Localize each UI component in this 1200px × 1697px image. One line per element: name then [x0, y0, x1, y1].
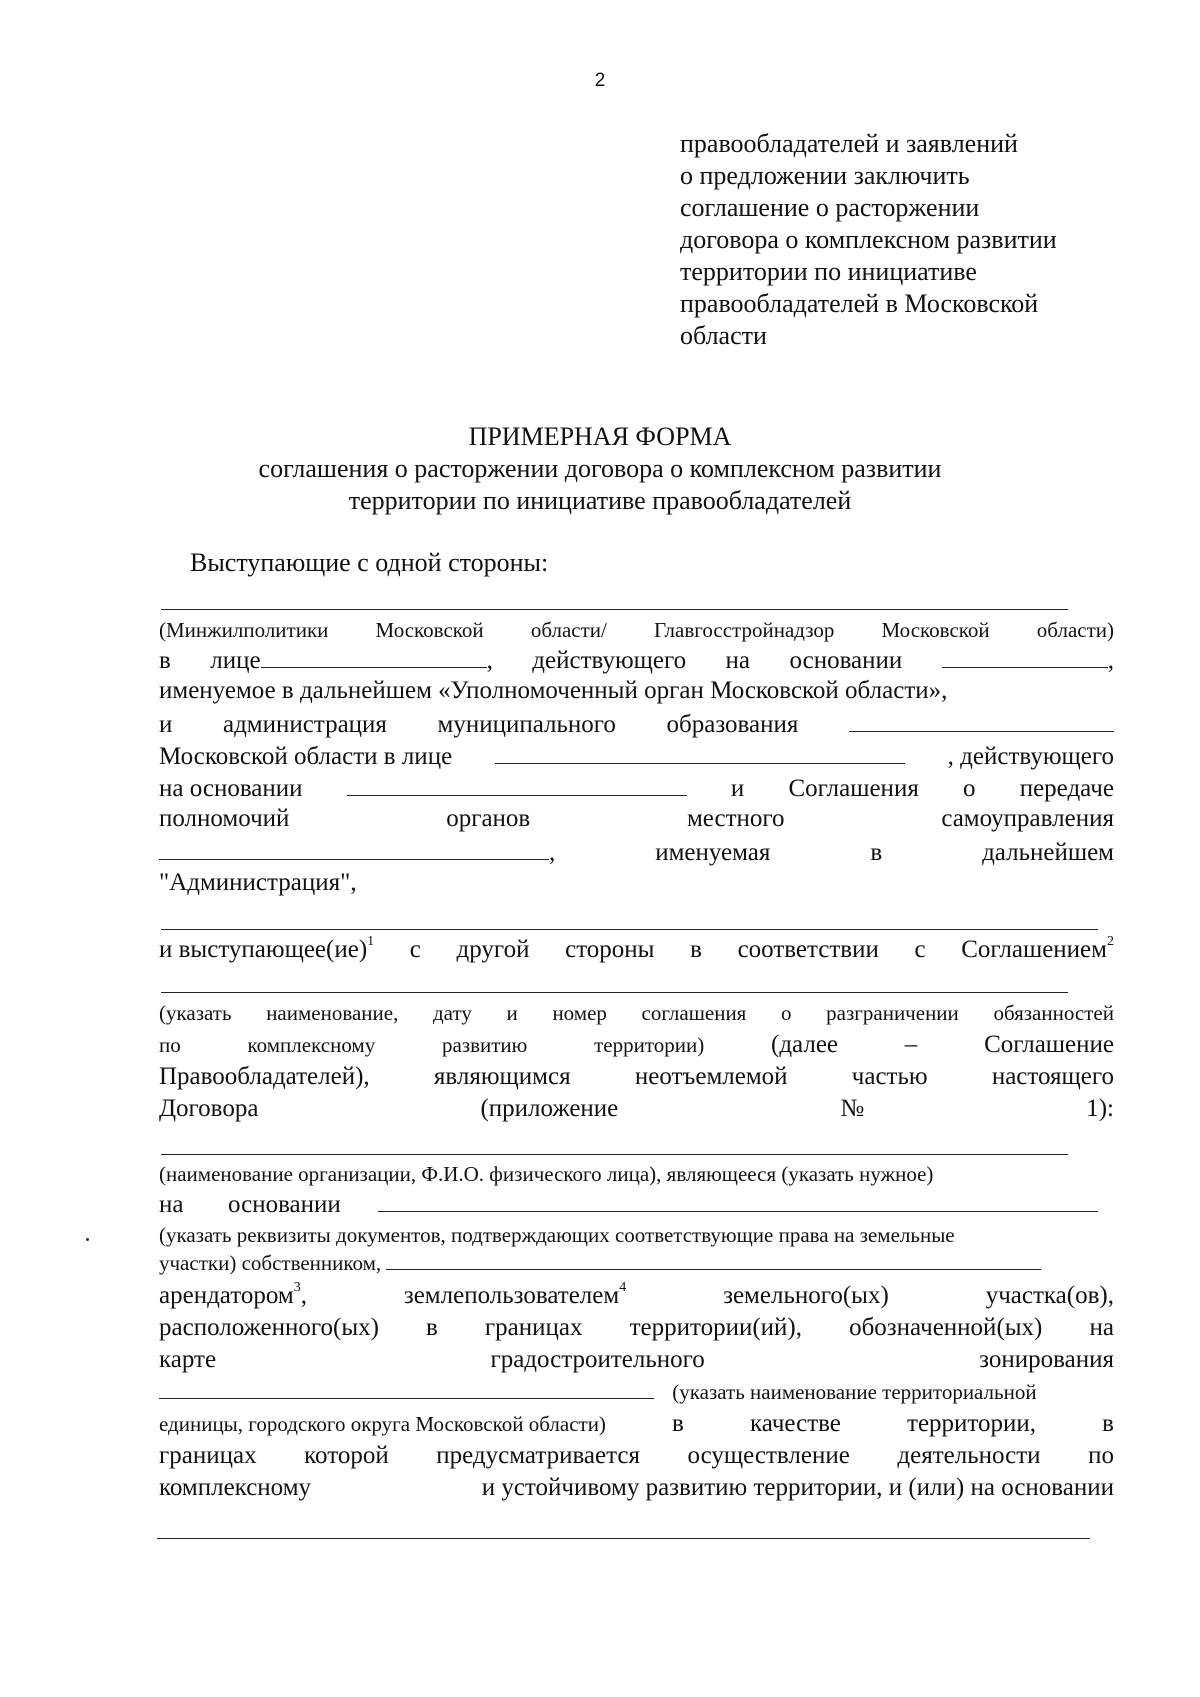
- word: комплексному: [159, 1474, 312, 1501]
- blank-owner: [386, 1249, 1041, 1270]
- body-line-11: [159, 997, 1114, 1029]
- body-line-4: [159, 707, 1114, 741]
- header-line: правообладателей и заявлений: [680, 129, 1018, 158]
- word: комплексному: [247, 1033, 376, 1057]
- body-line-17: (указать реквизиты документов, подтверждающих соответствующие права на земельные: [159, 1223, 955, 1247]
- word: именуемая: [655, 839, 771, 866]
- body-line-5: [159, 739, 1114, 773]
- word: по: [1088, 1442, 1114, 1469]
- blank-line-organization: [161, 1154, 1068, 1155]
- body-line-21: [159, 1344, 1114, 1376]
- footnote-ref-4: 4: [619, 1280, 627, 1295]
- word: неотъемлемой: [634, 1063, 788, 1090]
- word: действующего: [532, 647, 687, 674]
- header-line: правообладателей в Московской: [680, 289, 1039, 318]
- body-line-18: [159, 1247, 1114, 1279]
- blank-representative: [261, 643, 487, 668]
- word: Соглашения: [788, 775, 919, 802]
- word: единицы, городского округа Московской области): [159, 1412, 606, 1436]
- word: наименование,: [266, 1001, 399, 1025]
- word: ,: [486, 647, 493, 674]
- word: образования: [666, 711, 799, 738]
- word: (далее: [771, 1031, 839, 1058]
- body-line-7: [159, 803, 1114, 835]
- blank-line-final: [157, 1538, 1090, 1539]
- word-group: [961, 934, 1114, 966]
- word: и выступающее(ие): [159, 936, 368, 963]
- header-line: области: [680, 321, 767, 350]
- word: дату: [433, 1001, 472, 1025]
- word: участки) собственником,: [159, 1251, 382, 1275]
- word: (приложение: [480, 1095, 619, 1122]
- word: Московской области в лице: [159, 743, 453, 770]
- word: основании: [227, 1191, 341, 1218]
- word: карте: [159, 1346, 217, 1373]
- word: о: [963, 775, 976, 802]
- word: участка(ов),: [985, 1282, 1114, 1309]
- word: полномочий: [159, 805, 290, 832]
- word: границах: [159, 1442, 257, 1469]
- blank-territorial-unit: [159, 1378, 654, 1399]
- word: 1):: [1086, 1095, 1114, 1122]
- body-line-8: [159, 835, 1114, 869]
- word: муниципального: [437, 711, 616, 738]
- word: по: [159, 1033, 181, 1057]
- body-line-23: [159, 1408, 1114, 1440]
- body-line-12: [159, 1029, 1114, 1061]
- word-group: [404, 1280, 626, 1312]
- body-line-16: [159, 1187, 1114, 1221]
- word: в: [870, 839, 883, 866]
- header-line: территории по инициативе: [680, 257, 977, 286]
- word: другой: [456, 936, 530, 963]
- word: и: [730, 775, 745, 802]
- word: основании: [789, 647, 903, 674]
- word: на: [1089, 1314, 1114, 1341]
- word: землепользователем: [403, 1282, 620, 1309]
- body-line-20: [159, 1312, 1114, 1344]
- word: на: [725, 647, 751, 674]
- word: (Минжилполитики: [159, 618, 329, 642]
- word: на основании: [159, 775, 303, 802]
- word-group: [159, 934, 374, 966]
- word: органов: [446, 805, 531, 832]
- word: Соглашение: [984, 1031, 1114, 1058]
- word: качестве: [749, 1410, 841, 1437]
- blank-line-party-2: [161, 929, 1098, 930]
- body-line-9: "Администрация",: [159, 869, 357, 896]
- body-line-3: именуемое в дальнейшем «Уполномоченный орган Московской области»,: [159, 677, 948, 704]
- footnote-ref-3: 3: [293, 1280, 301, 1295]
- word: Договора: [159, 1095, 259, 1122]
- body-line-10: [159, 934, 1114, 966]
- word: на: [159, 1191, 184, 1218]
- scan-speck: [86, 1238, 89, 1241]
- word: предусматривается: [436, 1442, 640, 1469]
- body-line-2: [159, 643, 1114, 677]
- word: в: [159, 647, 171, 674]
- word: самоуправления: [941, 805, 1114, 832]
- word: территории,: [907, 1410, 1037, 1437]
- word: Московской: [881, 618, 990, 642]
- blank-line-party-1: [161, 609, 1068, 610]
- word: соглашения: [641, 1001, 747, 1025]
- word: в: [690, 936, 702, 963]
- body-line-25: [159, 1472, 1114, 1504]
- word: №: [840, 1095, 865, 1122]
- word: обозначенной(ых): [849, 1314, 1043, 1341]
- word: ,: [549, 839, 556, 866]
- word: в: [1102, 1410, 1114, 1437]
- word: местного: [686, 805, 785, 832]
- form-subtitle-line-2: территории по инициативе правообладателей: [348, 486, 852, 515]
- blank-documents-basis: [378, 1187, 1098, 1212]
- word: в: [426, 1314, 438, 1341]
- word-group: [210, 643, 493, 677]
- body-line-19: [159, 1280, 1114, 1312]
- blank-line-agreement: [161, 992, 1068, 993]
- word: , действующего: [947, 743, 1114, 770]
- word: и: [506, 1001, 518, 1025]
- word: Московской: [375, 618, 484, 642]
- body-line-24: [159, 1440, 1114, 1472]
- word: земельного(ых): [723, 1282, 889, 1309]
- blank-agreement: [159, 835, 549, 860]
- word: обязанностей: [993, 1001, 1114, 1025]
- word: осуществление: [687, 1442, 850, 1469]
- word: и устойчивому развитию территории, и (или) на основании: [481, 1474, 1114, 1501]
- word: зонирования: [979, 1346, 1114, 1373]
- footnote-ref-1: 1: [367, 934, 375, 949]
- word: разграничении: [826, 1001, 959, 1025]
- page-number: 2: [594, 70, 606, 91]
- word-group: [159, 1280, 307, 1312]
- header-line: договора о комплексном развитии: [680, 225, 1057, 254]
- word: в: [672, 1410, 684, 1437]
- word: стороны: [565, 936, 655, 963]
- body-line-22: [159, 1376, 1114, 1408]
- blank-admin-representative: [495, 739, 905, 764]
- word: которой: [304, 1442, 389, 1469]
- body-line-15: (наименование организации, Ф.И.О. физического лица), являющееся (указать нужное): [159, 1162, 934, 1186]
- word-group: [942, 643, 1114, 677]
- word: передаче: [1019, 775, 1114, 802]
- body-line-14: [159, 1093, 1114, 1125]
- word: и: [159, 711, 173, 738]
- word: территории): [594, 1033, 705, 1057]
- word: Соглашением: [961, 936, 1107, 963]
- word: администрация: [222, 711, 387, 738]
- word: области): [1036, 618, 1114, 642]
- word: расположенного(ых): [159, 1314, 379, 1341]
- form-subtitle-line-1: соглашения о расторжении договора о комплексном развитии: [258, 454, 942, 483]
- word: ,: [300, 1282, 307, 1309]
- word-group: [159, 835, 555, 869]
- body-line-6: [159, 771, 1114, 805]
- word: дальнейшем: [982, 839, 1114, 866]
- word: –: [904, 1031, 918, 1058]
- word: Правообладателей),: [159, 1063, 370, 1090]
- appendix-header: [680, 128, 1140, 352]
- word: соответствии: [737, 936, 879, 963]
- word: с: [409, 936, 421, 963]
- word: настоящего: [991, 1063, 1114, 1090]
- word: (указать: [159, 1001, 232, 1025]
- header-line: о предложении заключить: [680, 161, 970, 190]
- word: частью: [851, 1063, 928, 1090]
- word: границах: [484, 1314, 583, 1341]
- footnote-ref-2: 2: [1106, 934, 1114, 949]
- blank-municipality: [849, 707, 1114, 732]
- header-line: соглашение о расторжении: [680, 193, 980, 222]
- form-title: ПРИМЕРНАЯ ФОРМА: [468, 422, 732, 451]
- blank-admin-basis: [347, 771, 687, 796]
- word: арендатором: [159, 1282, 294, 1309]
- word: (указать наименование территориальной: [672, 1380, 1037, 1404]
- word: номер: [552, 1001, 607, 1025]
- body-line-1: [159, 614, 1114, 646]
- word: ,: [1107, 647, 1114, 674]
- word: развитию: [441, 1033, 528, 1057]
- word: о: [781, 1001, 792, 1025]
- blank-basis: [942, 643, 1108, 668]
- word: лице: [210, 647, 261, 674]
- word: являющимся: [433, 1063, 571, 1090]
- word: с: [914, 936, 926, 963]
- word: территории(ий),: [629, 1314, 802, 1341]
- word: области/: [530, 618, 607, 642]
- word: деятельности: [897, 1442, 1041, 1469]
- body-line-13: [159, 1061, 1114, 1093]
- word: Главгосстройнадзор: [654, 618, 835, 642]
- word: градостроительного: [490, 1346, 705, 1373]
- intro-line: Выступающие с одной стороны:: [190, 548, 549, 577]
